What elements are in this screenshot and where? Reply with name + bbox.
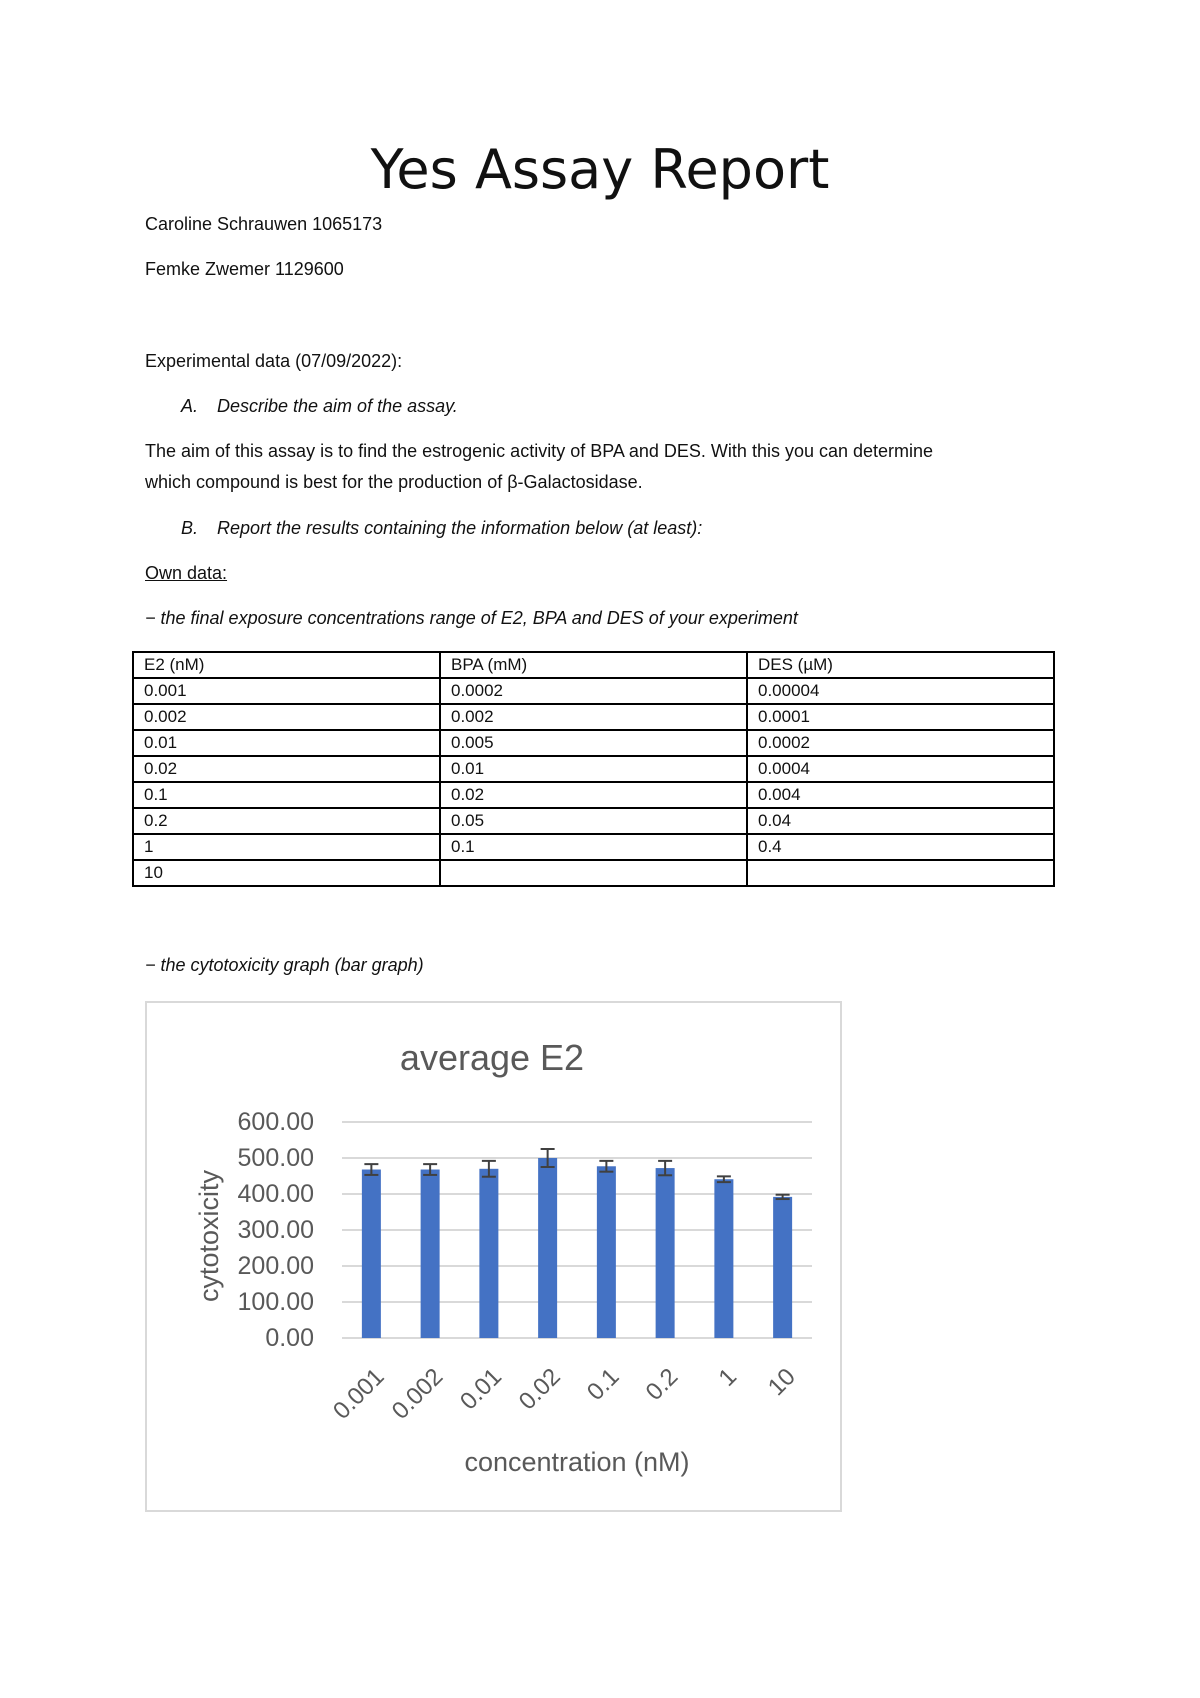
x-tick-label: 0.1 bbox=[581, 1363, 625, 1406]
chart-title: average E2 bbox=[399, 1037, 585, 1078]
table-cell: 0.1 bbox=[133, 782, 440, 808]
table-cell: 0.0001 bbox=[747, 704, 1054, 730]
x-tick-label: 1 bbox=[713, 1363, 743, 1392]
item-a-text: Describe the aim of the assay. bbox=[217, 396, 458, 416]
table-row bbox=[133, 860, 1054, 886]
table-cell: 0.005 bbox=[440, 730, 747, 756]
x-tick-label: 0.2 bbox=[640, 1363, 684, 1406]
bar bbox=[421, 1170, 440, 1338]
table-cell: 0.01 bbox=[440, 756, 747, 782]
bar bbox=[597, 1166, 616, 1338]
table-row bbox=[133, 678, 1054, 704]
cytotoxicity-chart bbox=[145, 1001, 842, 1512]
table-cell bbox=[747, 860, 1054, 886]
table-row bbox=[133, 808, 1054, 834]
y-tick-label: 300.00 bbox=[237, 1216, 314, 1244]
y-tick-label: 400.00 bbox=[237, 1180, 314, 1208]
bar bbox=[773, 1197, 792, 1338]
table-cell: 0.0004 bbox=[747, 756, 1054, 782]
table-row bbox=[133, 834, 1054, 860]
table-cell: DES (µM) bbox=[747, 652, 1054, 678]
own-data-label: Own data: bbox=[145, 563, 228, 583]
y-tick-label: 500.00 bbox=[237, 1144, 314, 1172]
item-b-marker: B. bbox=[181, 518, 199, 538]
report-title: Yes Assay Report bbox=[370, 138, 830, 201]
item-b-text: Report the results containing the information below (at least): bbox=[217, 518, 703, 538]
table-cell bbox=[440, 860, 747, 886]
author-1: Caroline Schrauwen 1065173 bbox=[145, 214, 383, 234]
table-cell: 0.004 bbox=[747, 782, 1054, 808]
y-axis-label: cytotoxicity bbox=[194, 1169, 224, 1303]
table-cell: 0.01 bbox=[133, 730, 440, 756]
x-tick-label: 0.01 bbox=[454, 1363, 508, 1416]
bar bbox=[714, 1179, 733, 1338]
table-cell: 1 bbox=[133, 834, 440, 860]
y-tick-label: 100.00 bbox=[237, 1288, 314, 1316]
x-tick-label: 10 bbox=[762, 1363, 801, 1402]
graph-caption: − the cytotoxicity graph (bar graph) bbox=[145, 955, 424, 975]
bar bbox=[538, 1158, 557, 1338]
bar bbox=[362, 1170, 381, 1338]
table-cell: E2 (nM) bbox=[133, 652, 440, 678]
table-cell: 0.0002 bbox=[440, 678, 747, 704]
table-cell: 0.4 bbox=[747, 834, 1054, 860]
table-row bbox=[133, 756, 1054, 782]
concentration-table bbox=[132, 651, 1055, 887]
item-a-marker: A. bbox=[181, 396, 199, 416]
aim-line-2: which compound is best for the production of β-Galactosidase. bbox=[145, 472, 643, 492]
x-tick-label: 0.001 bbox=[328, 1363, 390, 1425]
table-cell: 0.002 bbox=[133, 704, 440, 730]
table-cell: 0.0002 bbox=[747, 730, 1054, 756]
author-2: Femke Zwemer 1129600 bbox=[145, 259, 344, 279]
x-axis-label: concentration (nM) bbox=[464, 1447, 690, 1477]
table-cell: 10 bbox=[133, 860, 440, 886]
x-tick-label: 0.002 bbox=[386, 1363, 449, 1425]
table-row bbox=[133, 782, 1054, 808]
chart-svg bbox=[147, 1003, 840, 1510]
aim-line-1: The aim of this assay is to find the estrogenic activity of BPA and DES. With this you can determine bbox=[145, 441, 934, 461]
table-cell: 0.2 bbox=[133, 808, 440, 834]
experimental-heading: Experimental data (07/09/2022): bbox=[145, 351, 403, 371]
table-cell: 0.00004 bbox=[747, 678, 1054, 704]
y-tick-label: 0.00 bbox=[265, 1324, 314, 1352]
bar bbox=[479, 1169, 498, 1338]
range-caption: − the final exposure concentrations range of E2, BPA and DES of your experiment bbox=[145, 608, 798, 628]
bar bbox=[656, 1168, 675, 1338]
table-row bbox=[133, 730, 1054, 756]
table-header-row bbox=[133, 652, 1054, 678]
table-row bbox=[133, 704, 1054, 730]
table-cell: 0.1 bbox=[440, 834, 747, 860]
table-cell: BPA (mM) bbox=[440, 652, 747, 678]
table-cell: 0.001 bbox=[133, 678, 440, 704]
table-cell: 0.02 bbox=[133, 756, 440, 782]
table-cell: 0.05 bbox=[440, 808, 747, 834]
y-tick-label: 200.00 bbox=[237, 1252, 314, 1280]
y-tick-label: 600.00 bbox=[237, 1108, 314, 1136]
table-cell: 0.02 bbox=[440, 782, 747, 808]
table-cell: 0.002 bbox=[440, 704, 747, 730]
x-tick-label: 0.02 bbox=[513, 1363, 566, 1416]
table-cell: 0.04 bbox=[747, 808, 1054, 834]
